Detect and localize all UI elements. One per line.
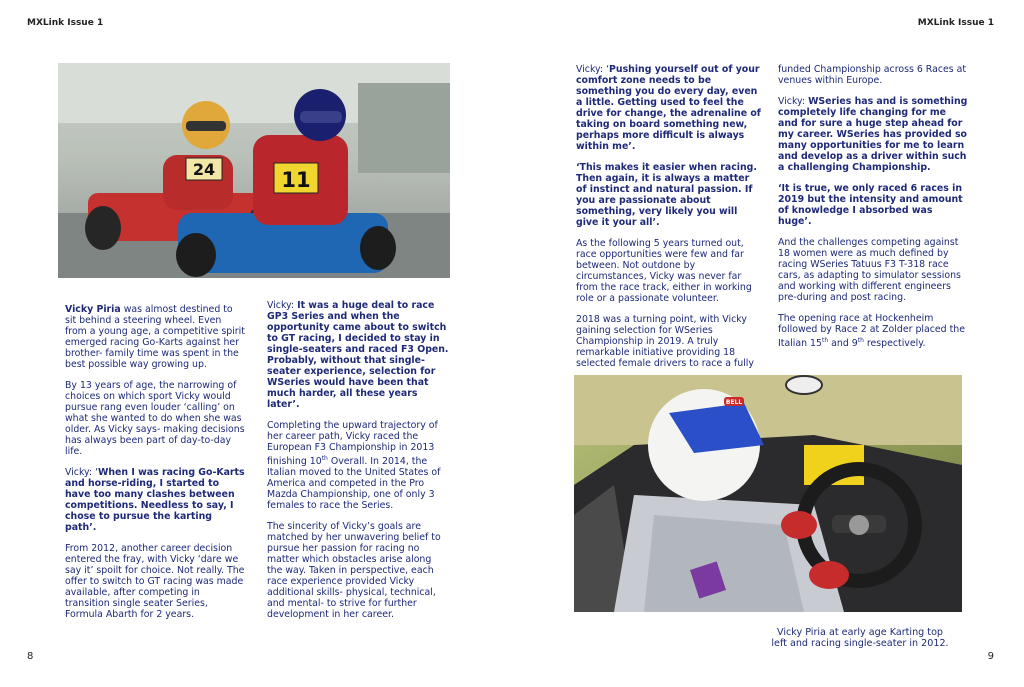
col3-paragraph-4: 2018 was a turning point, with Vicky gaining selection for WSeries Championship in 2019. A truly remarkable initiative providing 18 selected female drivers to race a fully — [576, 314, 754, 369]
kart-number-11: 11 — [281, 168, 311, 192]
left-page-number: 8 — [27, 651, 34, 662]
karting-photo — [58, 63, 450, 278]
racing-cockpit-photo — [574, 375, 962, 612]
photo-caption: Vicky Piria at early age Karting top left and racing single-seater in 2012. — [771, 627, 949, 649]
helmet-brand-text: BELL — [725, 399, 743, 406]
article-column-4 — [778, 64, 968, 359]
col3-quote-1: Pushing yourself out of your comfort zone needs to be something you do every day, even a little. Getting used to feel the drive for change, the adrenaline of taking on board something new, perhaps more difficult is always within me’. — [576, 64, 761, 152]
col1-paragraph-4: From 2012, another career decision entered the fray, with Vicky ‘dare we say it’ spoilt for choice. Not really. The offer to switch to GT racing was made available, after competing in transition single seater Series, Formula Abarth for 2 years. — [65, 543, 245, 620]
col4-paragraph-1: funded Championship across 6 Races at venues within Europe. — [778, 64, 967, 86]
col3-paragraph-3: As the following 5 years turned out, race opportunities were few and far between. Not outdone by circumstances, Vicky was never far from the race track, either in working role or a passionate volunteer. — [576, 238, 752, 304]
right-page-number: 9 — [987, 651, 994, 662]
col2-paragraph-3: The sincerity of Vicky’s goals are matched by her unwavering belief to pursue her passion for racing no matter which obstacles arise along the way. Taken in perspective, each race experience provided Vicky additional skills- physical, technical, and mental- to strive for further development in her career. — [267, 521, 441, 621]
col4-quote-1: WSeries has and is something completely life changing for me and for sure a huge step ahead for my career. WSeries has provided so many opportunities for me to learn and develop as a driver within such a challenging Championship. — [778, 96, 968, 173]
right-page — [512, 0, 1024, 687]
kart-number-24: 24 — [192, 160, 216, 179]
article-column-1 — [65, 304, 245, 630]
col3-speaker: Vicky: ‘ — [576, 64, 610, 75]
col1-paragraph-2: By 13 years of age, the narrowing of choices on which sport Vicky would pursue rang even louder ‘calling’ on what she wanted to do when she was older. As Vicky says- making decisions has always been part of day-to-day life. — [65, 380, 245, 457]
col4-paragraph-5: The opening race at Hockenheim followed by Race 2 at Zolder placed the Italian 15th and 9th respectively. — [778, 313, 965, 350]
article-subject-name: Vicky Piria — [65, 304, 121, 315]
col4-paragraph-4: And the challenges competing against 18 women were as much defined by racing WSeries Tatuus F3 T-318 race cars, as adapting to simulator sessions and working with different engineers pre-during and post racing. — [778, 237, 961, 303]
article-column-2 — [267, 300, 449, 630]
col2-speaker: Vicky: — [267, 300, 298, 311]
right-page-header: MXLink Issue 1 — [917, 18, 994, 28]
col2-quote: It was a huge deal to race GP3 Series and when the opportunity came about to switch to GT racing, I decided to stay in single-seaters and raced F3 Open. Probably, without that single-seater experience, selection for WSeries would have been that much harder, all these years later’. — [267, 300, 449, 410]
col1-speaker: Vicky: ‘ — [65, 467, 99, 478]
col2-paragraph-2: Completing the upward trajectory of her career path, Vicky raced the European F3 Championship in 2013 finishing 10th Overall. In 2014, the Italian moved to the United States of America and competed in the Pro Mazda Championship, one of only 3 females to race the Series. — [267, 420, 441, 512]
col1-paragraph-1: was almost destined to sit behind a steering wheel. Even from a young age, a competitive spirit emerged racing Go-Karts against her brother- family time was spent in the best possible way growing up. — [65, 304, 245, 370]
article-column-3 — [576, 64, 761, 379]
col4-quote-2: ‘It is true, we only raced 6 races in 2019 but the intensity and amount of knowledge I absorbed was huge’. — [778, 183, 963, 227]
col4-speaker: Vicky: — [778, 96, 809, 107]
col3-quote-2: ‘This makes it easier when racing. Then again, it is always a matter of instinct and natural passion. If you are passionate about something, very likely you will give it your all’. — [576, 162, 757, 228]
col1-quote: When I was racing Go-Karts and horse-riding, I started to have too many clashes between competitions. Needless to say, I chose to pursue the karting path’. — [65, 467, 245, 533]
left-page-header: MXLink Issue 1 — [27, 18, 104, 28]
